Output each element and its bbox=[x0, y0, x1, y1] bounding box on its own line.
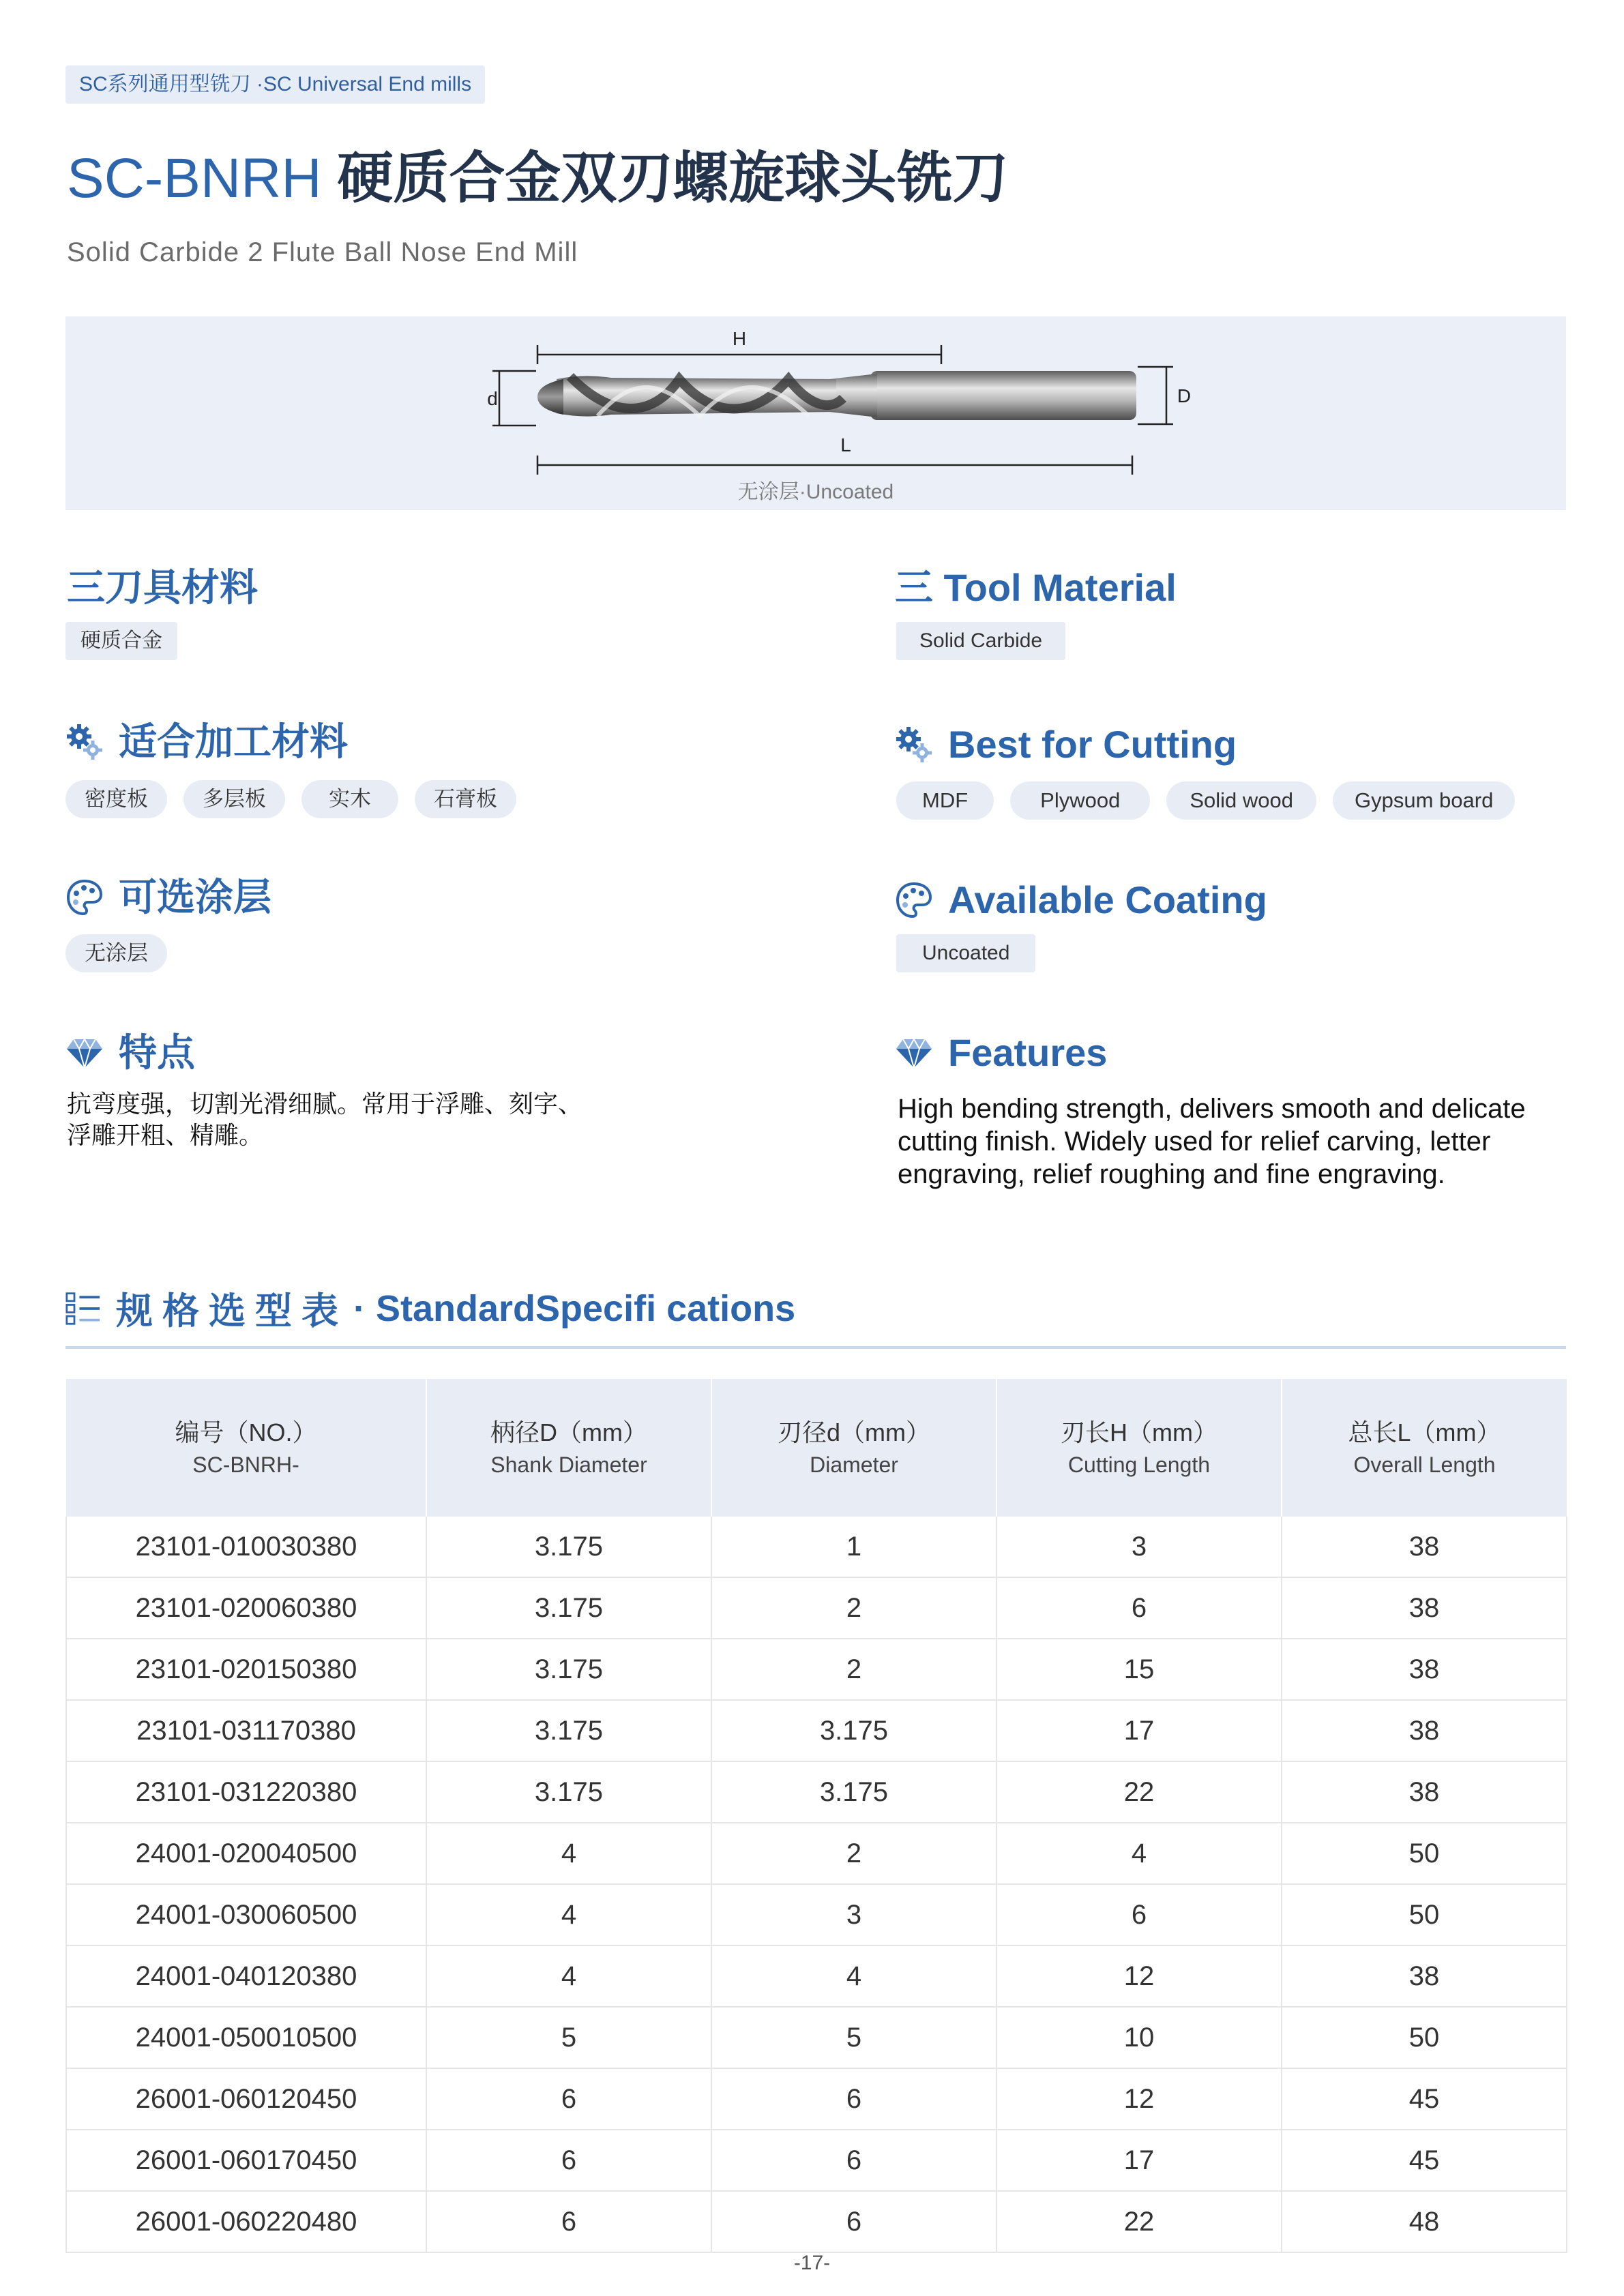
table-cell: 15 bbox=[996, 1639, 1282, 1700]
col-header-cutting-length: 刃长H（mm） Cutting Length bbox=[996, 1379, 1282, 1517]
table-cell: 4 bbox=[426, 1945, 711, 2007]
table-row bbox=[66, 1517, 1567, 1577]
features-en-line: High bending strength, delivers smooth and delicate bbox=[898, 1094, 1526, 1124]
table-cell: 45 bbox=[1282, 2130, 1567, 2191]
table-cell: 6 bbox=[711, 2130, 996, 2191]
material-pill: Solid wood bbox=[1166, 781, 1316, 820]
page-title bbox=[67, 145, 1008, 213]
best-for-title-zh bbox=[65, 717, 348, 766]
material-pill: MDF bbox=[896, 781, 994, 820]
table-cell: 1 bbox=[711, 1517, 996, 1577]
palette-icon bbox=[895, 881, 933, 919]
features-title-en bbox=[895, 1028, 1107, 1077]
diamond-icon bbox=[65, 1034, 104, 1072]
table-cell: 23101-031220380 bbox=[66, 1761, 426, 1823]
table-cell: 4 bbox=[426, 1884, 711, 1945]
product-code: SC-BNRH bbox=[67, 147, 322, 209]
material-pill: 多层板 bbox=[183, 780, 285, 818]
table-row bbox=[66, 1700, 1567, 1761]
table-cell: 10 bbox=[996, 2007, 1282, 2068]
table-cell: 23101-010030380 bbox=[66, 1517, 426, 1577]
table-cell: 3.175 bbox=[711, 1700, 996, 1761]
table-cell: 17 bbox=[996, 2130, 1282, 2191]
table-cell: 2 bbox=[711, 1577, 996, 1639]
table-row bbox=[66, 2007, 1567, 2068]
best-for-title-zh-text: 适合加工材料 bbox=[119, 720, 348, 763]
gears-icon bbox=[895, 726, 933, 764]
coating-value-en: Uncoated bbox=[896, 934, 1035, 972]
table-cell: 38 bbox=[1282, 1639, 1567, 1700]
table-cell: 26001-060220480 bbox=[66, 2191, 426, 2252]
table-cell: 17 bbox=[996, 1700, 1282, 1761]
table-cell: 2 bbox=[711, 1823, 996, 1884]
table-cell: 50 bbox=[1282, 1823, 1567, 1884]
table-cell: 2 bbox=[711, 1639, 996, 1700]
table-row bbox=[66, 1823, 1567, 1884]
table-cell: 24001-050010500 bbox=[66, 2007, 426, 2068]
table-cell: 23101-020060380 bbox=[66, 1577, 426, 1639]
tool-material-value-zh: 硬质合金 bbox=[65, 622, 177, 660]
table-cell: 23101-031170380 bbox=[66, 1700, 426, 1761]
table-cell: 38 bbox=[1282, 1577, 1567, 1639]
features-zh-line: 抗弯度强，切割光滑细腻。常用于浮雕、刻字、 bbox=[67, 1090, 583, 1118]
spec-table bbox=[65, 1379, 1567, 2253]
features-en-line: engraving, relief roughing and fine engraving. bbox=[898, 1159, 1445, 1189]
features-en-line: cutting finish. Widely used for relief carving, letter bbox=[898, 1127, 1491, 1157]
table-cell: 38 bbox=[1282, 1945, 1567, 2007]
table-cell: 4 bbox=[996, 1823, 1282, 1884]
table-cell: 5 bbox=[711, 2007, 996, 2068]
table-row bbox=[66, 2191, 1567, 2252]
features-text-zh bbox=[67, 1088, 817, 1151]
table-cell: 3.175 bbox=[426, 1700, 711, 1761]
best-for-title-en bbox=[895, 720, 1237, 769]
table-cell: 3.175 bbox=[426, 1577, 711, 1639]
coating-title-zh bbox=[65, 873, 271, 922]
table-cell: 3.175 bbox=[711, 1761, 996, 1823]
table-cell: 3 bbox=[711, 1884, 996, 1945]
features-zh-line: 浮雕开粗、精雕。 bbox=[67, 1121, 264, 1149]
label-h: H bbox=[732, 328, 747, 349]
col-header-number: 编号（NO.） SC-BNRH- bbox=[66, 1379, 426, 1517]
best-for-list-zh bbox=[65, 780, 516, 818]
coating-title-en-text: Available Coating bbox=[948, 878, 1267, 921]
table-cell: 24001-020040500 bbox=[66, 1823, 426, 1884]
table-cell: 4 bbox=[711, 1945, 996, 2007]
coating-value-zh: 无涂层 bbox=[65, 934, 167, 972]
label-l: L bbox=[840, 434, 851, 456]
tool-material-title-en: 三 Tool Material bbox=[895, 566, 1177, 609]
spec-table-body bbox=[66, 1517, 1567, 2252]
table-cell: 3.175 bbox=[426, 1761, 711, 1823]
table-cell: 12 bbox=[996, 2068, 1282, 2130]
palette-icon bbox=[65, 878, 104, 916]
col-header-diameter: 刃径d（mm） Diameter bbox=[711, 1379, 996, 1517]
table-row bbox=[66, 2130, 1567, 2191]
table-cell: 24001-040120380 bbox=[66, 1945, 426, 2007]
table-cell: 38 bbox=[1282, 1517, 1567, 1577]
material-pill: 实木 bbox=[301, 780, 398, 818]
tool-material-value-en: Solid Carbide bbox=[896, 622, 1065, 660]
table-row bbox=[66, 2068, 1567, 2130]
table-row bbox=[66, 1761, 1567, 1823]
table-cell: 12 bbox=[996, 1945, 1282, 2007]
features-title-en-text: Features bbox=[948, 1031, 1108, 1074]
product-subtitle: Solid Carbide 2 Flute Ball Nose End Mill bbox=[67, 237, 578, 267]
table-cell: 6 bbox=[426, 2068, 711, 2130]
table-cell: 50 bbox=[1282, 2007, 1567, 2068]
product-name-zh: 硬质合金双刃螺旋球头铣刀 bbox=[337, 147, 1009, 209]
figure-caption: 无涂层·Uncoated bbox=[737, 481, 894, 503]
table-cell: 6 bbox=[426, 2191, 711, 2252]
table-row bbox=[66, 1945, 1567, 2007]
table-row bbox=[66, 1884, 1567, 1945]
tool-diagram bbox=[65, 316, 1566, 510]
table-cell: 4 bbox=[426, 1823, 711, 1884]
label-d-large: D bbox=[1177, 385, 1192, 406]
label-d-small: d bbox=[487, 388, 498, 409]
gears-icon bbox=[65, 723, 104, 761]
table-cell: 50 bbox=[1282, 1884, 1567, 1945]
material-pill: 石膏板 bbox=[415, 780, 516, 818]
diamond-icon bbox=[895, 1034, 933, 1072]
table-cell: 24001-030060500 bbox=[66, 1884, 426, 1945]
best-for-title-en-text: Best for Cutting bbox=[948, 723, 1237, 766]
table-cell: 3.175 bbox=[426, 1639, 711, 1700]
table-cell: 6 bbox=[996, 1577, 1282, 1639]
table-cell: 22 bbox=[996, 2191, 1282, 2252]
table-row bbox=[66, 1639, 1567, 1700]
page-number: -17- bbox=[793, 2252, 831, 2274]
material-pill: Gypsum board bbox=[1333, 781, 1515, 820]
spec-title-zh: 规格选型表 bbox=[116, 1291, 348, 1332]
table-cell: 38 bbox=[1282, 1761, 1567, 1823]
table-cell: 45 bbox=[1282, 2068, 1567, 2130]
best-for-list-en bbox=[896, 781, 1515, 820]
table-cell: 6 bbox=[711, 2191, 996, 2252]
table-cell: 48 bbox=[1282, 2191, 1567, 2252]
table-cell: 38 bbox=[1282, 1700, 1567, 1761]
spec-header-row bbox=[66, 1379, 1567, 1517]
material-pill: Plywood bbox=[1010, 781, 1150, 820]
list-icon bbox=[65, 1291, 101, 1326]
table-cell: 6 bbox=[996, 1884, 1282, 1945]
col-header-overall-length: 总长L（mm） Overall Length bbox=[1282, 1379, 1567, 1517]
table-cell: 3.175 bbox=[426, 1517, 711, 1577]
features-title-zh-text: 特点 bbox=[119, 1031, 195, 1074]
material-pill: 密度板 bbox=[65, 780, 167, 818]
coating-title-en bbox=[895, 876, 1267, 925]
table-cell: 23101-020150380 bbox=[66, 1639, 426, 1700]
table-cell: 26001-060170450 bbox=[66, 2130, 426, 2191]
table-cell: 22 bbox=[996, 1761, 1282, 1823]
spec-divider bbox=[65, 1346, 1566, 1349]
spec-title-en: · StandardSpecifi cations bbox=[353, 1287, 796, 1329]
spec-title bbox=[65, 1282, 795, 1335]
features-title-zh bbox=[65, 1028, 195, 1077]
table-cell: 3 bbox=[996, 1517, 1282, 1577]
table-cell: 6 bbox=[711, 2068, 996, 2130]
col-header-shank-diameter: 柄径D（mm） Shank Diameter bbox=[426, 1379, 711, 1517]
series-tagline: SC系列通用型铣刀 ·SC Universal End mills bbox=[65, 65, 485, 104]
coating-title-zh-text: 可选涂层 bbox=[119, 876, 271, 919]
table-cell: 5 bbox=[426, 2007, 711, 2068]
tool-material-title-zh: 三刀具材料 bbox=[67, 566, 258, 609]
table-row bbox=[66, 1577, 1567, 1639]
table-cell: 26001-060120450 bbox=[66, 2068, 426, 2130]
table-cell: 6 bbox=[426, 2130, 711, 2191]
features-text-en bbox=[898, 1092, 1580, 1191]
